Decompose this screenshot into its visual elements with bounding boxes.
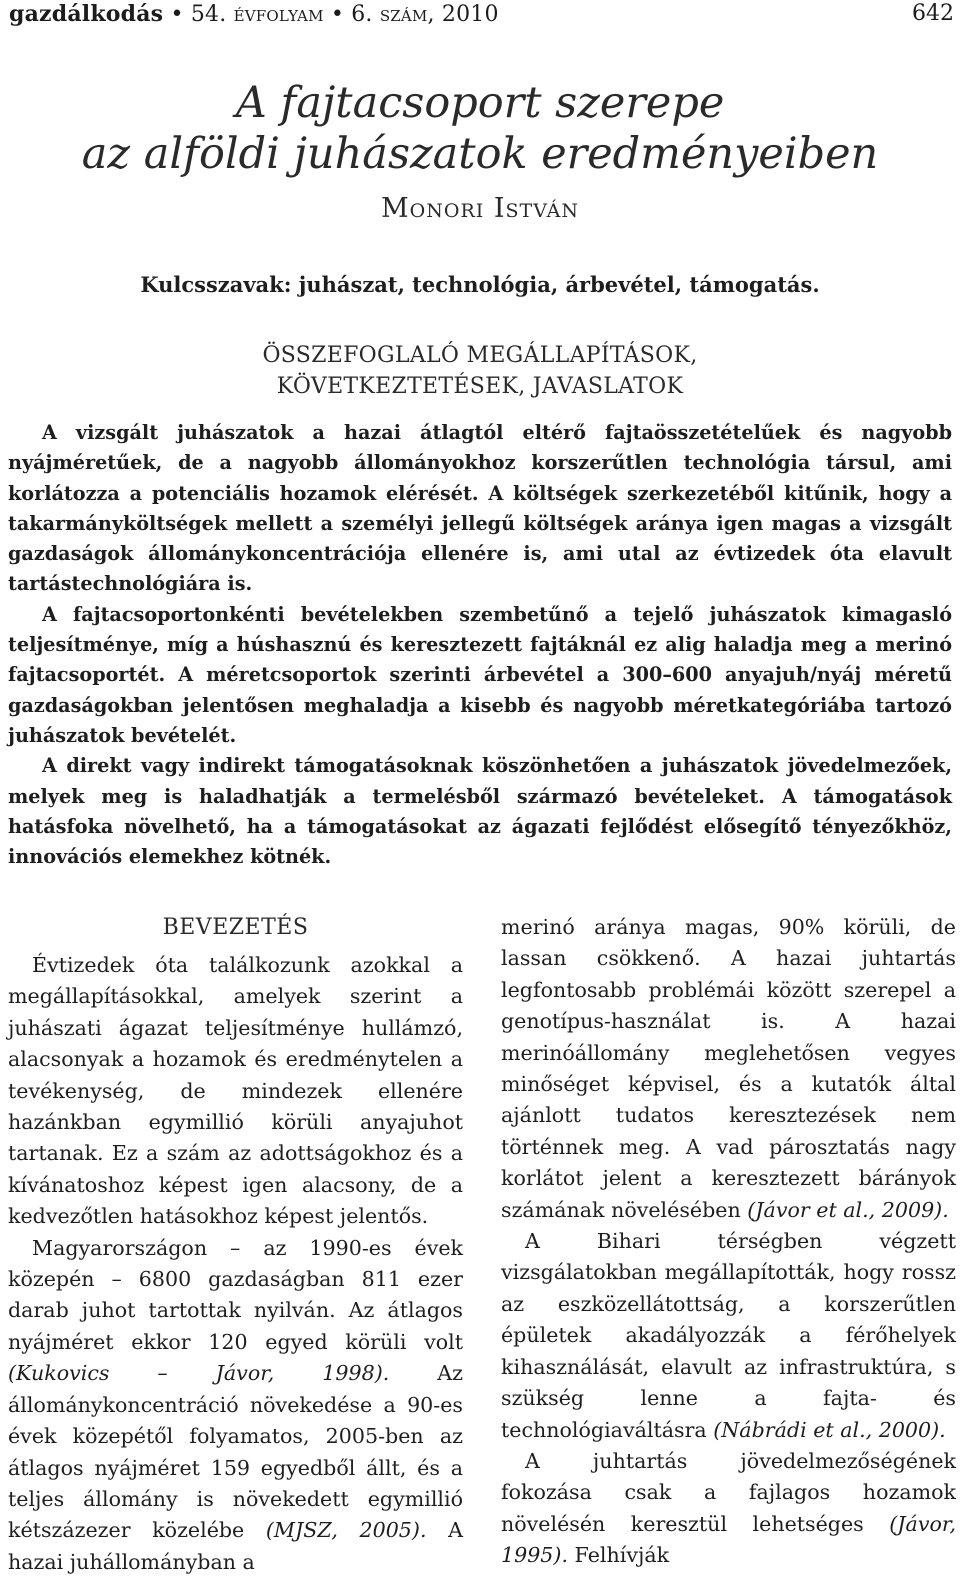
intro-paragraph-3 (501, 1226, 956, 1446)
intro-p2-text-a: Magyarországon – az 1990-es évek közepén – 6800 gazdaságban 811 ezer darab juhot tartottak nyilván. Az átlagos nyájméret ekkor 120 egyed körüli volt (8, 1235, 463, 1354)
running-header-journal (9, 1, 499, 27)
abstract-heading-line-2: KÖVETKEZTETÉSEK, JAVASLATOK (276, 374, 684, 399)
right-column (501, 912, 956, 1572)
keywords: Kulcsszavak: juhászat, technológia, árbevétel, támogatás. (140, 272, 820, 297)
journal-name: gazdálkodás (9, 1, 164, 27)
intro-paragraph-2-continued (501, 912, 956, 1226)
volume-label: évfolyam (233, 2, 324, 27)
title-line-1: A fajtacsoport szerepe (235, 78, 725, 128)
issue-label: szám (379, 2, 428, 27)
right-p2-text: A Bihari térségben végzett vizsgálatokban megállapították, hogy rossz az eszközellátottság, a korszerűtlen épületek akadályozzák a férőhelyek kihasználását, elavult az infrastruktúra, s szükség lenne a fajta- és technológiaváltásra (501, 1229, 956, 1442)
header-sep-2: • 6. (323, 2, 380, 27)
intro-p2-text-b: Az állománykoncentráció növekedése a 90-es évek közepétől folyamatos, 2005-ben az átlagos nyájméret 159 egyedből állt, és a teljes állomány is növekedett egymillió kétszázezer közelébe (8, 1361, 463, 1543)
left-column (8, 912, 463, 1578)
article-title (0, 78, 960, 180)
page-number: 642 (912, 1, 954, 26)
abstract-paragraph-3: A direkt vagy indirekt támogatásoknak köszönhetően a juhászatok jövedelmezőek, melyek meg is haladhatják a termelésből származó bevételeket. A támogatások hatásfoka növelhető, ha a támogatásokat az ágazati fejlődést elősegítő tényezőkhöz, innovációs elemekhez kötnék. (8, 754, 952, 869)
abstract-paragraph-2: A fajtacsoportonkénti bevételekben szembetűnő a tejelő juhászatok kimagasló teljesítménye, míg a húshasznú és keresztezett fajtáknál ez alig haladja meg a merinó fajtacsoportét. A méretcsoportok szerinti árbevétel a 300–600 anyajuh/nyáj méretű gazdaságokban jelentősen meghaladja a kisebb és nagyobb méretkategóriába tartozó juhászatok bevételét. (8, 602, 952, 747)
intro-paragraph-1: Évtizedek óta találkozunk azokkal a megállapításokkal, amelyek szerint a juhászati ágazat teljesítménye hullámzó, alacsonyak a hozamok és eredménytelen a tevékenység, de mindezek ellenére hazánkban egymillió körüli anyajuhot tartanak. Ez a szám az adottságokhoz és a kívánatoshoz képest igen alacsony, de a kedvezőtlen hatásokhoz képest jelentős. (8, 953, 463, 1229)
right-p3-text-a: A juhtartás jövedelmezőségének fokozása csak a fajlagos hozamok növelésén keresztül lehetséges (501, 1448, 956, 1536)
right-p1-text: merinó aránya magas, 90% körüli, de lassan csökkenő. A hazai juhtartás legfontosabb problémái között szerepel a genotípus-használat is. A hazai merinóállomány meglehetősen vegyes minőséget képvisel, és a kutatók által ajánlott tudatos keresztezések nem történnek meg. A vad párosztatás nagy korlátot jelent a keresztezett bárányok számának növelésében (501, 915, 956, 1222)
title-line-2: az alföldi juhászatok eredményeiben (81, 129, 879, 179)
right-p3-text-b: Felhívják (568, 1543, 670, 1568)
abstract-paragraph-1: A vizsgált juhászatok a hazai átlagtól eltérő fajtaösszetételűek és nagyobb nyájméretűek, de a nagyobb állományokhoz korszerűtlen technológia társul, ami korlátozza a potenciális hozamok elérését. A költségek szerkezetéből kitűnik, hogy a takarmányköltségek mellett a személyi jellegű költségek aránya igen magas a vizsgált gazdaságok állománykoncentrációja ellenére is, ami utal az évtizedek óta elavult tartástechnológiára is. (8, 421, 952, 596)
citation-kukovics-javor: (Kukovics – Jávor, 1998). (8, 1361, 390, 1386)
abstract-heading-line-1: ÖSSZEFOGLALÓ MEGÁLLAPÍTÁSOK, (262, 343, 698, 368)
abstract-body (8, 418, 952, 872)
section-heading-intro: BEVEZETÉS (162, 915, 309, 940)
header-year: , 2010 (427, 2, 499, 27)
citation-javor-2009: (Jávor et al., 2009). (747, 1197, 949, 1222)
citation-javor-1995: (Jávor, 1995). (501, 1511, 956, 1568)
author-name: Monori István (381, 193, 579, 224)
intro-paragraph-4 (501, 1446, 956, 1572)
header-sep-1: • 54. (163, 2, 234, 27)
intro-p2-text-c: A hazai juhállományban a (8, 1518, 464, 1574)
intro-paragraph-2 (8, 1233, 463, 1578)
abstract-heading (0, 340, 960, 402)
citation-mjsz: (MJSZ, 2005). (265, 1518, 427, 1543)
citation-nabradi: (Nábrádi et al., 2000). (713, 1417, 946, 1442)
